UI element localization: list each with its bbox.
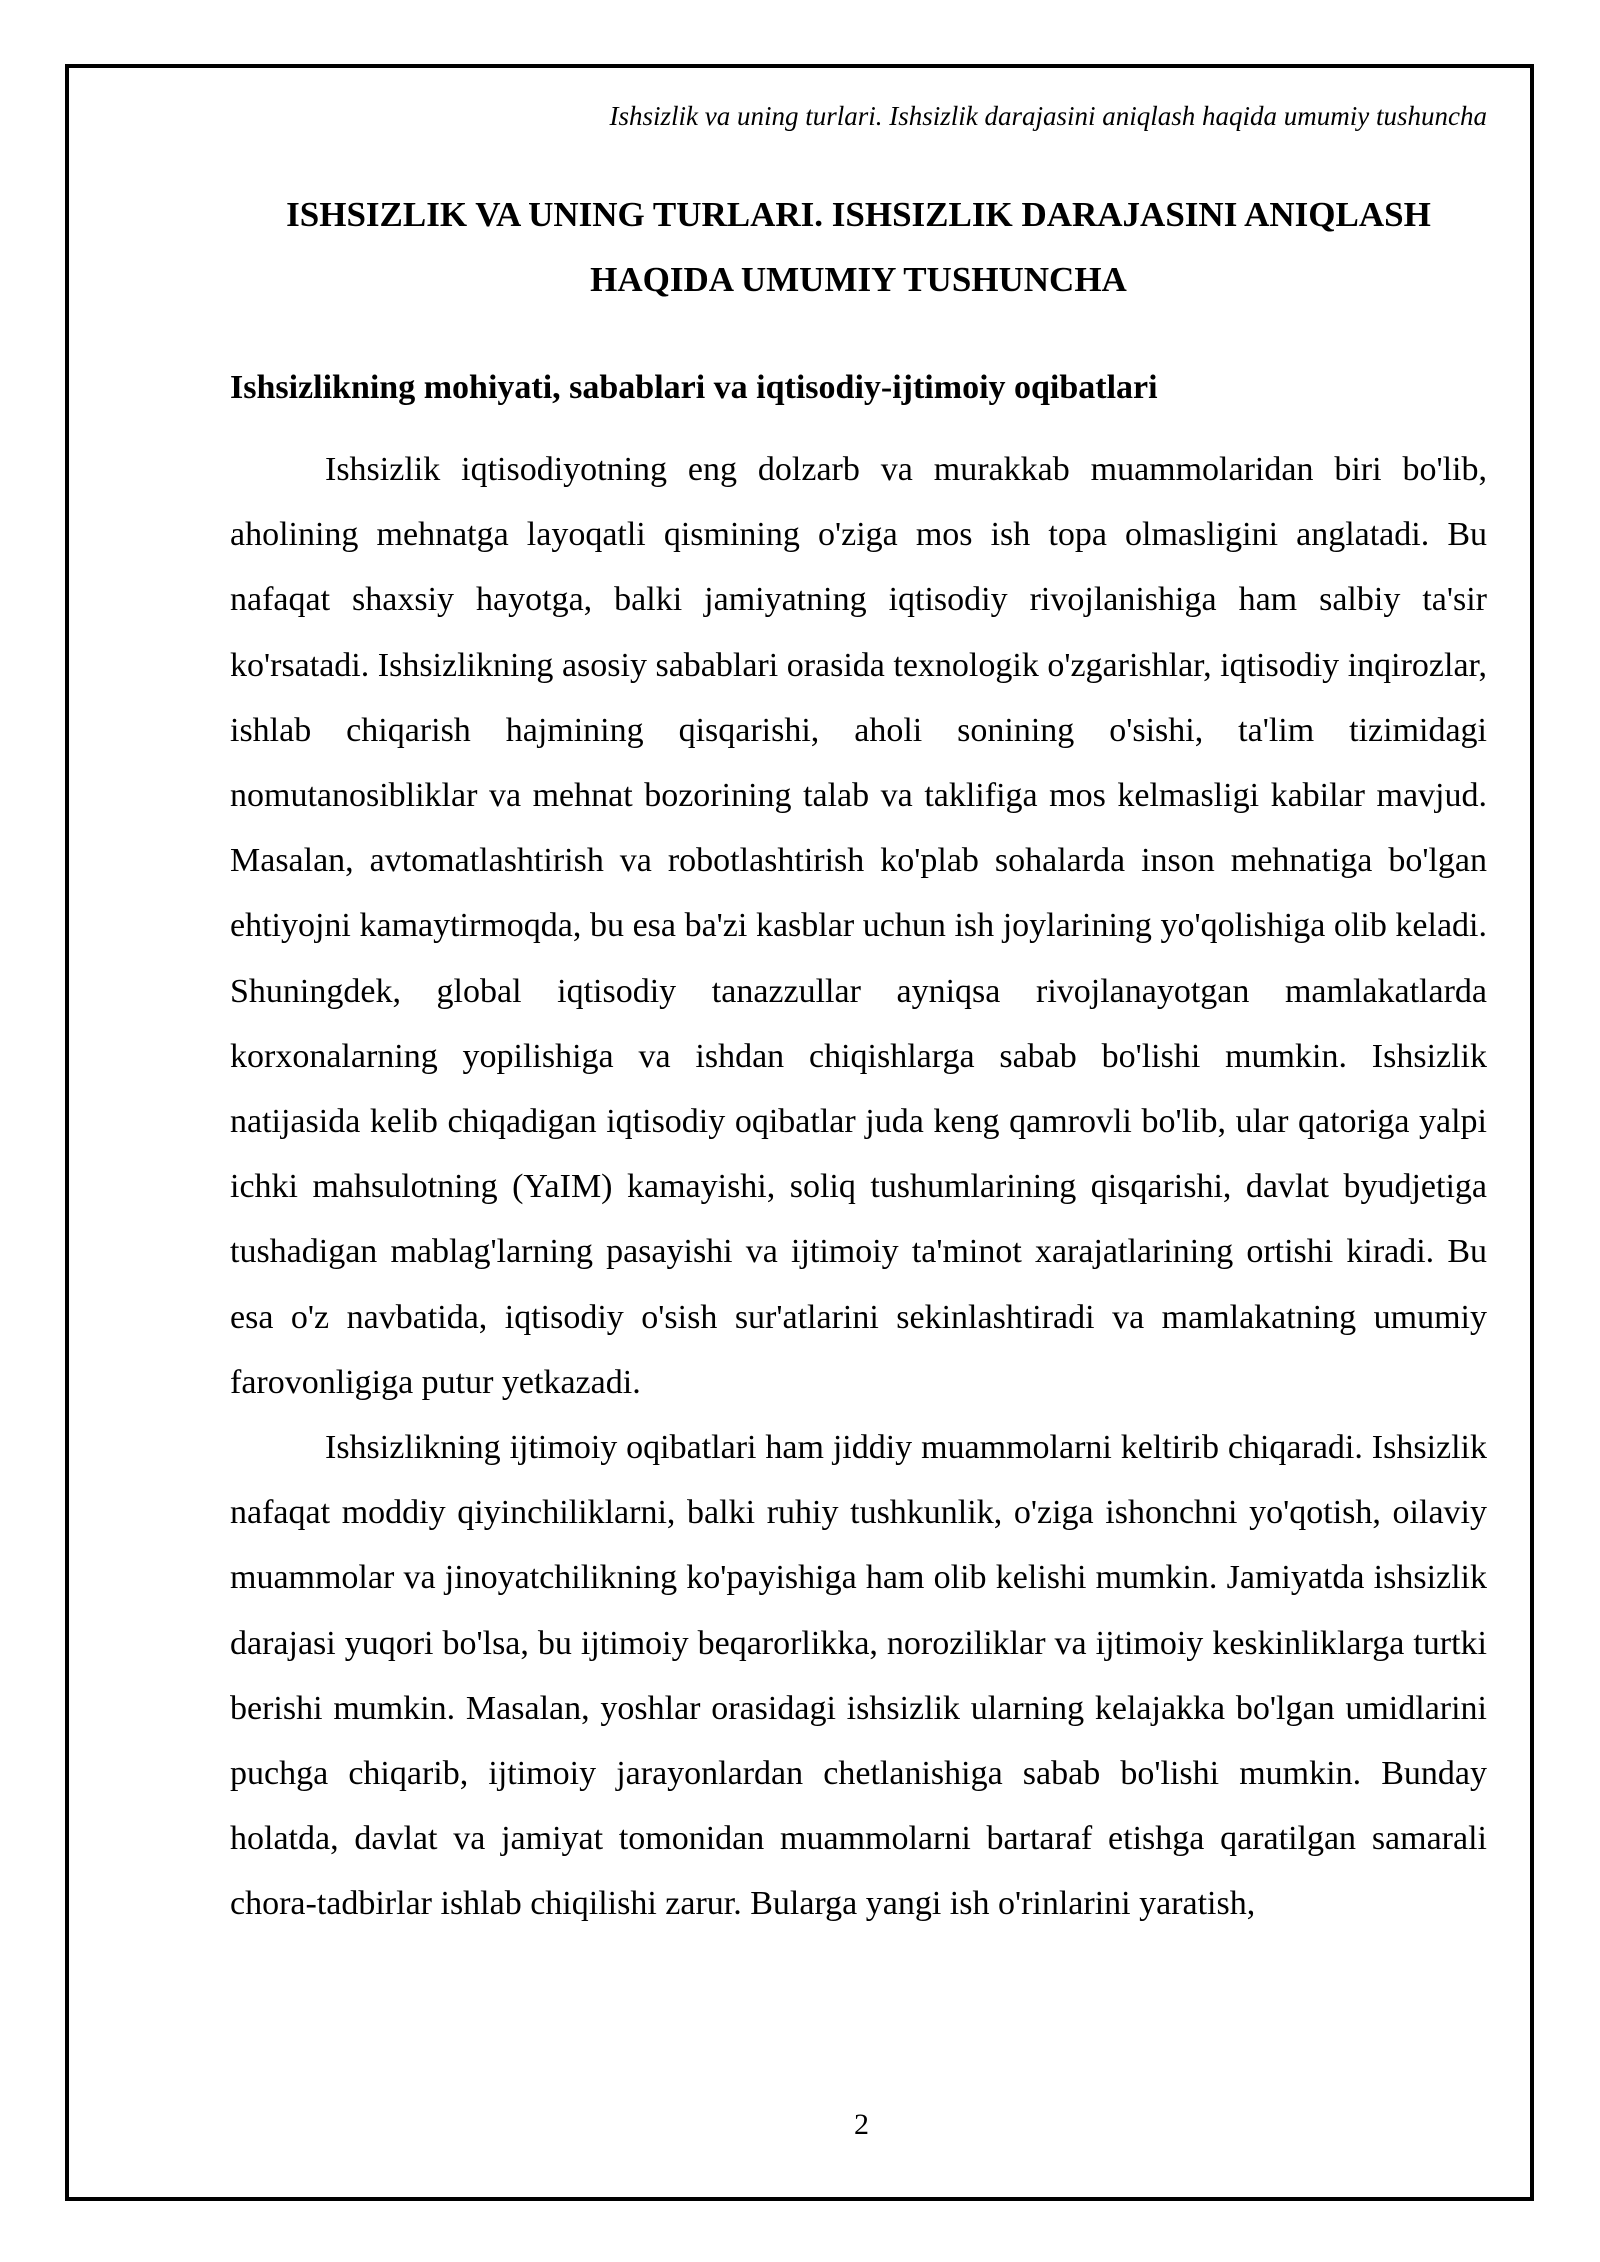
paragraph: Ishsizlik iqtisodiyotning eng dolzarb va murakkab muammolaridan biri bo'lib, aholining mehnatga layoqatli qismining o'ziga mos ish topa olmasligini anglatadi. Bu nafaqat shaxsiy hayotga, balki jamiyatning iqtisodiy rivojlanishiga ham salbiy ta'sir ko'rsatadi. Ishsizlikning asosiy sabablari orasida texnologik o'zgarishlar, iqtisodiy inqirozlar, ishlab chiqarish hajmining qisqarishi, aholi sonining o'sishi, ta'lim tizimidagi nomutanosibliklar va mehnat bozorining talab va taklifiga mos kelmasligi kabilar mavjud. Masalan, avtomatlashtirish va robotlashtirish ko'plab sohalarda inson mehnatiga bo'lgan ehtiyojni kamaytirmoqda, bu esa ba'zi kasblar uchun ish joylarining yo'qolishiga olib keladi. Shuningdek, global iqtisodiy tanazzullar ayniqsa rivojlanayotgan mamlakatlarda korxonalarning yopilishiga va ishdan chiqishlarga sabab bo'lishi mumkin. Ishsizlik natijasida kelib chiqadigan iqtisodiy oqibatlar juda keng qamrovli bo'lib, ular qatoriga yalpi ichki mahsulotning (YaIM) kamayishi, soliq tushumlarining qisqarishi, davlat byudjetiga tushadigan mablag'larning pasayishi va ijtimoiy ta'minot xarajatlarining ortishi kiradi. Bu esa o'z navbatida, iqtisodiy o'sish sur'atlarini sekinlashtiradi va mamlakatning umumiy farovonligiga putur yetkazadi.	[230, 451, 1487, 1401]
paragraph: Ishsizlikning ijtimoiy oqibatlari ham jiddiy muammolarni keltirib chiqaradi. Ishsizlik nafaqat moddiy qiyinchiliklarni, balki ruhiy tushkunlik, o'ziga ishonchni yo'qotish, oilaviy muammolar va jinoyatchilikning ko'payishiga ham olib kelishi mumkin. Jamiyatda ishsizlik darajasi yuqori bo'lsa, bu ijtimoiy beqarorlikka, noroziliklar va ijtimoiy keskinliklarga turtki berishi mumkin. Masalan, yoshlar orasidagi ishsizlik ularning kelajakka bo'lgan umidlarini puchga chiqarib, ijtimoiy jarayonlardan chetlanishiga sabab bo'lishi mumkin. Bunday holatda, davlat va jamiyat tomonidan muammolarni bartaraf etishga qaratilgan samarali chora-tadbirlar ishlab chiqilishi zarur. Bularga yangi ish o'rinlarini yaratish,	[230, 1429, 1487, 1923]
body-text	[230, 437, 1487, 1937]
document-title: ISHSIZLIK VA UNING TURLARI. ISHSIZLIK DARAJASINI ANIQLASH HAQIDA UMUMIY TUSHUNCHA	[286, 195, 1431, 299]
section-heading: Ishsizlikning mohiyati, sabablari va iqtisodiy-ijtimoiy oqibatlari	[230, 369, 1158, 406]
running-header: Ishsizlik va uning turlari. Ishsizlik darajasini aniqlash haqida umumiy tushuncha	[609, 101, 1487, 131]
page-number: 2	[854, 2108, 869, 2141]
